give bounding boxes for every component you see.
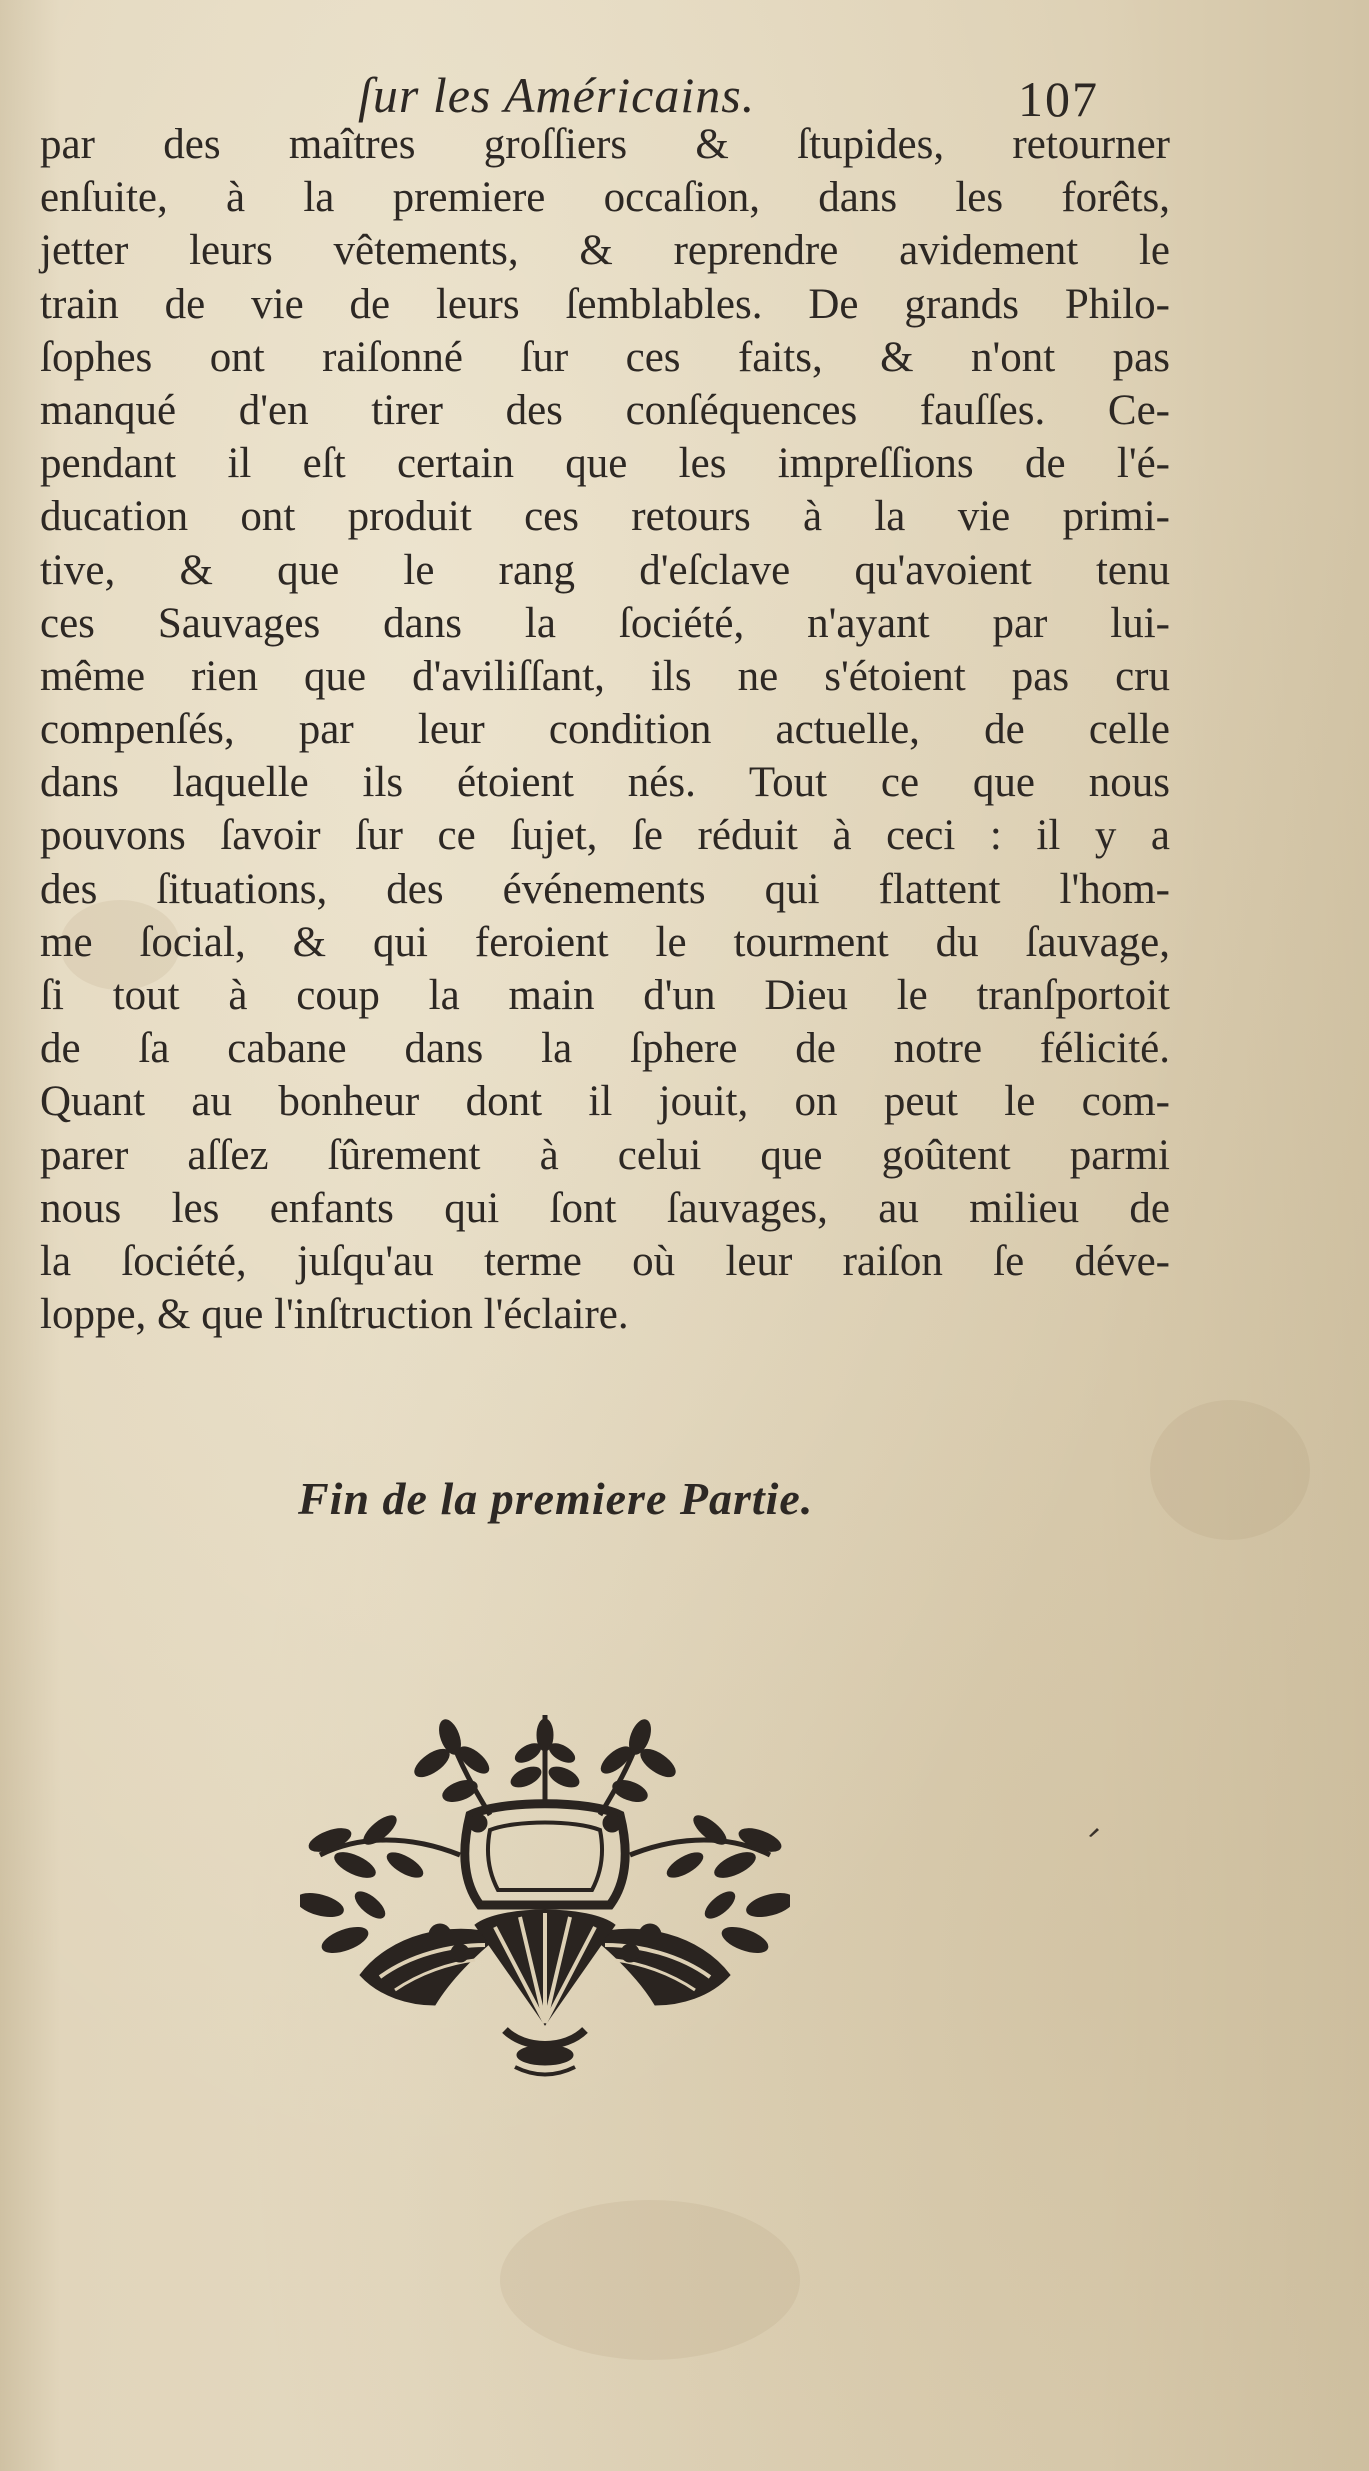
text-line: Quant au bonheur dont il jouit, on peut le com-: [40, 1078, 1170, 1126]
text-line: train de vie de leurs ſemblables. De grands Philo-: [40, 280, 1170, 328]
running-title: ſur les Américains.: [358, 67, 756, 123]
text-line: compenſés, par leur condition actuelle, de celle: [40, 706, 1170, 754]
text-line: jetter leurs vêtements, & reprendre avidement le: [40, 227, 1170, 275]
text-line: pendant il eſt certain que les impreſſions de l'é-: [40, 440, 1170, 488]
text-line: parer aſſez ſûrement à celui que goûtent parmi: [40, 1131, 1170, 1179]
text-line: me ſocial, & qui feroient le tourment du ſauvage,: [40, 918, 1170, 966]
text-line-final: loppe, & que l'inſtruction l'éclaire.: [40, 1291, 629, 1339]
text-line: par des maîtres groſſiers & ſtupides, retourner: [40, 121, 1170, 168]
text-line: la ſociété, juſqu'au terme où leur raiſon ſe déve-: [40, 1237, 1170, 1285]
closing-caption: Fin de la premiere Partie.: [298, 1473, 814, 1524]
text-line: enſuite, à la premiere occaſion, dans les forêts,: [40, 174, 1170, 222]
body-text: [40, 118, 1170, 1341]
text-line: de ſa cabane dans la ſphere de notre félicité.: [40, 1025, 1170, 1073]
text-line: ſophes ont raiſonné ſur ces faits, & n'ont pas: [40, 333, 1170, 381]
text-line: nous les enfants qui ſont ſauvages, au milieu de: [40, 1184, 1170, 1232]
ink-speck: [1085, 1820, 1105, 1840]
page-number: 107: [1018, 71, 1099, 127]
text-line: dans laquelle ils étoient nés. Tout ce que nous: [40, 759, 1170, 807]
text-line: pouvons ſavoir ſur ce ſujet, ſe réduit à ceci : il y a: [40, 812, 1170, 860]
text-line: ſi tout à coup la main d'un Dieu le tranſportoit: [40, 972, 1170, 1019]
text-line: des ſituations, des événements qui flattent l'hom-: [40, 865, 1170, 913]
text-line: tive, & que le rang d'eſclave qu'avoient tenu: [40, 546, 1170, 594]
text-line: manqué d'en tirer des conſéquences fauſſes. Ce-: [40, 386, 1170, 434]
paper-stain: [1150, 1400, 1310, 1540]
text-line: ces Sauvages dans la ſociété, n'ayant par lui-: [40, 599, 1170, 647]
floral-basket-vignette-icon: [300, 1705, 790, 2085]
text-line: ducation ont produit ces retours à la vie primi-: [40, 493, 1170, 541]
paper-stain: [500, 2200, 800, 2360]
text-line: même rien que d'aviliſſant, ils ne s'étoient pas cru: [40, 652, 1170, 700]
